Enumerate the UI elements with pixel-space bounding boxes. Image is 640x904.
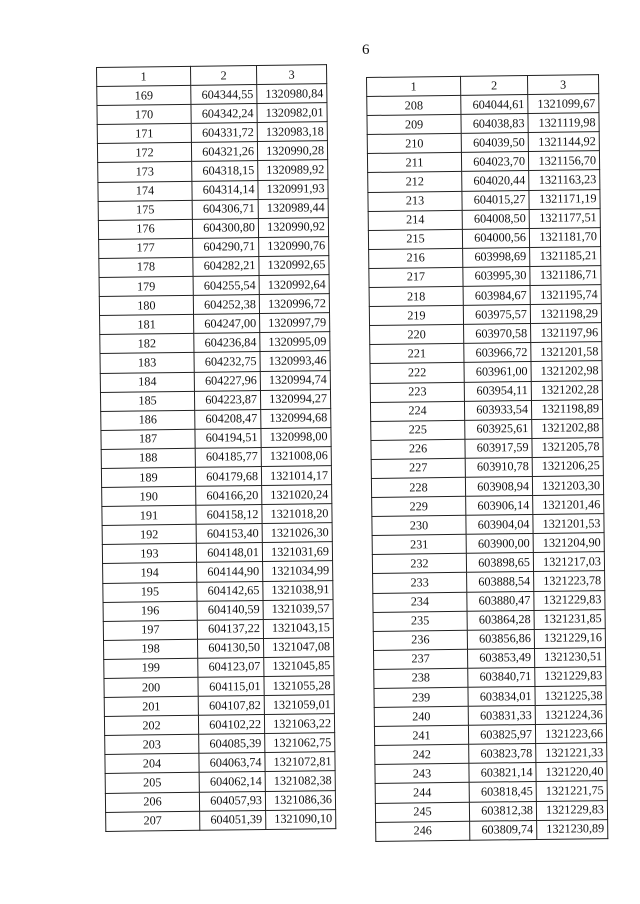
x-coordinate-cell: 603975,57 — [463, 305, 530, 325]
x-coordinate-cell: 603966,72 — [464, 343, 531, 363]
x-coordinate-cell: 603853,49 — [467, 648, 534, 668]
y-coordinate-cell: 1321031,69 — [262, 542, 332, 562]
point-number-cell: 240 — [374, 706, 468, 726]
x-coordinate-cell: 604085,39 — [199, 734, 265, 754]
point-number-cell: 199 — [104, 658, 198, 678]
y-coordinate-cell: 1320995,09 — [260, 332, 330, 352]
y-coordinate-cell: 1320993,46 — [260, 351, 330, 371]
x-coordinate-cell: 603825,97 — [468, 725, 535, 745]
column-header-number: 1 — [367, 76, 461, 96]
point-number-cell: 183 — [100, 353, 194, 373]
y-coordinate-cell: 1321018,20 — [262, 504, 332, 524]
x-coordinate-cell: 604185,77 — [195, 447, 261, 467]
point-number-cell: 201 — [104, 696, 198, 716]
x-coordinate-cell: 603908,94 — [465, 476, 532, 496]
point-number-cell: 218 — [369, 286, 463, 306]
y-coordinate-cell: 1321086,36 — [265, 790, 335, 810]
y-coordinate-cell: 1321198,89 — [531, 399, 602, 419]
y-coordinate-cell: 1321008,06 — [261, 447, 331, 467]
y-coordinate-cell: 1320996,72 — [259, 294, 329, 314]
y-coordinate-cell: 1321043,15 — [263, 618, 333, 638]
y-coordinate-cell: 1321144,92 — [528, 132, 599, 152]
point-number-cell: 239 — [374, 687, 468, 707]
x-coordinate-cell: 604255,54 — [193, 276, 259, 296]
x-coordinate-cell: 603818,45 — [469, 782, 536, 802]
point-number-cell: 222 — [370, 363, 464, 383]
y-coordinate-cell: 1320992,65 — [259, 256, 329, 276]
x-coordinate-cell: 604314,14 — [192, 180, 258, 200]
x-coordinate-cell: 604140,59 — [197, 600, 263, 620]
point-number-cell: 205 — [105, 773, 199, 793]
x-coordinate-cell: 604102,22 — [198, 715, 264, 735]
point-number-cell: 233 — [373, 573, 467, 593]
point-number-cell: 238 — [374, 668, 468, 688]
y-coordinate-cell: 1321231,85 — [534, 609, 605, 629]
x-coordinate-cell: 604020,44 — [462, 171, 529, 191]
y-coordinate-cell: 1321034,99 — [263, 561, 333, 581]
point-number-cell: 194 — [103, 563, 197, 583]
y-coordinate-cell: 1321059,01 — [264, 695, 334, 715]
x-coordinate-cell: 604194,51 — [195, 428, 261, 448]
y-coordinate-cell: 1321195,74 — [530, 285, 601, 305]
point-number-cell: 204 — [105, 754, 199, 774]
y-coordinate-cell: 1320989,92 — [258, 160, 328, 180]
x-coordinate-cell: 604144,90 — [197, 562, 263, 582]
x-coordinate-cell: 604148,01 — [196, 543, 262, 563]
x-coordinate-cell: 603998,69 — [463, 247, 530, 267]
point-number-cell: 242 — [375, 745, 469, 765]
y-coordinate-cell: 1321229,83 — [536, 800, 607, 820]
y-coordinate-cell: 1321082,38 — [265, 771, 335, 791]
y-coordinate-cell: 1321156,70 — [528, 151, 599, 171]
y-coordinate-cell: 1321055,28 — [264, 676, 334, 696]
y-coordinate-cell: 1321163,23 — [529, 170, 600, 190]
y-coordinate-cell: 1320994,74 — [260, 370, 330, 390]
x-coordinate-cell: 603910,78 — [465, 457, 532, 477]
y-coordinate-cell: 1321204,90 — [533, 533, 604, 553]
point-number-cell: 226 — [371, 439, 465, 459]
y-coordinate-cell: 1320994,27 — [260, 389, 330, 409]
point-number-cell: 246 — [376, 821, 470, 841]
x-coordinate-cell: 603904,04 — [466, 515, 533, 535]
point-number-cell: 192 — [102, 525, 196, 545]
point-number-cell: 184 — [100, 372, 194, 392]
point-number-cell: 235 — [373, 611, 467, 631]
y-coordinate-cell: 1321198,29 — [530, 304, 601, 324]
point-number-cell: 191 — [102, 505, 196, 525]
x-coordinate-cell: 604062,14 — [199, 772, 265, 792]
x-coordinate-cell: 604179,68 — [195, 466, 261, 486]
x-coordinate-cell: 604039,50 — [461, 133, 528, 153]
point-number-cell: 185 — [100, 391, 194, 411]
x-coordinate-cell: 604232,75 — [194, 352, 260, 372]
point-number-cell: 193 — [102, 544, 196, 564]
point-number-cell: 244 — [375, 783, 469, 803]
point-number-cell: 187 — [101, 429, 195, 449]
point-number-cell: 220 — [370, 325, 464, 345]
y-coordinate-cell: 1321224,36 — [535, 705, 606, 725]
point-number-cell: 189 — [101, 467, 195, 487]
x-coordinate-cell: 603984,67 — [463, 286, 530, 306]
x-coordinate-cell: 603812,38 — [469, 801, 536, 821]
point-number-cell: 229 — [372, 496, 466, 516]
y-coordinate-cell: 1321099,67 — [528, 94, 599, 114]
point-number-cell: 221 — [370, 344, 464, 364]
x-coordinate-cell: 604008,50 — [462, 209, 529, 229]
point-number-cell: 197 — [103, 620, 197, 640]
table-row — [376, 819, 608, 841]
x-coordinate-cell: 604023,70 — [461, 152, 528, 172]
x-coordinate-cell: 604247,00 — [194, 314, 260, 334]
y-coordinate-cell: 1321186,71 — [530, 266, 601, 286]
y-coordinate-cell: 1320990,92 — [258, 217, 328, 237]
point-number-cell: 232 — [372, 554, 466, 574]
x-coordinate-cell: 603970,58 — [464, 324, 531, 344]
x-coordinate-cell: 603925,61 — [465, 419, 532, 439]
y-coordinate-cell: 1321063,22 — [264, 714, 334, 734]
x-coordinate-cell: 603995,30 — [463, 266, 530, 286]
point-number-cell: 213 — [368, 191, 462, 211]
x-coordinate-cell: 604342,24 — [191, 104, 257, 124]
y-coordinate-cell: 1321020,24 — [262, 485, 332, 505]
y-coordinate-cell: 1321039,57 — [263, 599, 333, 619]
x-coordinate-cell: 604051,39 — [200, 810, 266, 830]
y-coordinate-cell: 1321197,96 — [531, 323, 602, 343]
x-coordinate-cell: 603823,78 — [469, 744, 536, 764]
table-row — [106, 809, 336, 831]
x-coordinate-cell: 603954,11 — [464, 381, 531, 401]
point-number-cell: 225 — [371, 420, 465, 440]
y-coordinate-cell: 1320990,76 — [259, 237, 329, 257]
x-coordinate-cell: 604137,22 — [197, 619, 263, 639]
point-number-cell: 237 — [374, 649, 468, 669]
point-number-cell: 179 — [99, 276, 193, 296]
y-coordinate-cell: 1320982,01 — [257, 103, 327, 123]
x-coordinate-cell: 603917,59 — [465, 438, 532, 458]
y-coordinate-cell: 1320983,18 — [257, 122, 327, 142]
y-coordinate-cell: 1321217,03 — [533, 552, 604, 572]
point-number-cell: 224 — [370, 401, 464, 421]
y-coordinate-cell: 1321202,88 — [532, 418, 603, 438]
y-coordinate-cell: 1321206,25 — [532, 457, 603, 477]
x-coordinate-cell: 604344,55 — [191, 85, 257, 105]
x-coordinate-cell: 604236,84 — [194, 333, 260, 353]
page-number: 6 — [362, 42, 370, 58]
y-coordinate-cell: 1321202,28 — [531, 380, 602, 400]
point-number-cell: 176 — [98, 219, 192, 239]
y-coordinate-cell: 1321230,89 — [537, 819, 608, 839]
y-coordinate-cell: 1321119,98 — [528, 113, 599, 133]
x-coordinate-cell: 604227,96 — [194, 371, 260, 391]
y-coordinate-cell: 1320994,68 — [261, 408, 331, 428]
point-number-cell: 231 — [372, 535, 466, 555]
column-header-x: 2 — [460, 76, 527, 96]
x-coordinate-cell: 603898,65 — [466, 553, 533, 573]
point-number-cell: 214 — [368, 210, 462, 230]
x-coordinate-cell: 604123,07 — [198, 657, 264, 677]
x-coordinate-cell: 604107,82 — [198, 696, 264, 716]
point-number-cell: 234 — [373, 592, 467, 612]
x-coordinate-cell: 604063,74 — [199, 753, 265, 773]
point-number-cell: 181 — [100, 315, 194, 335]
x-coordinate-cell: 603961,00 — [464, 362, 531, 382]
point-number-cell: 241 — [374, 725, 468, 745]
point-number-cell: 228 — [371, 477, 465, 497]
point-number-cell: 188 — [101, 448, 195, 468]
x-coordinate-cell: 604153,40 — [196, 524, 262, 544]
y-coordinate-cell: 1320989,44 — [258, 198, 328, 218]
y-coordinate-cell: 1321201,46 — [533, 495, 604, 515]
y-coordinate-cell: 1321014,17 — [261, 466, 331, 486]
column-header-y: 3 — [256, 65, 326, 85]
y-coordinate-cell: 1320992,64 — [259, 275, 329, 295]
y-coordinate-cell: 1321090,10 — [266, 809, 336, 829]
y-coordinate-cell: 1321202,98 — [531, 361, 602, 381]
point-number-cell: 170 — [97, 105, 191, 125]
y-coordinate-cell: 1321181,70 — [529, 227, 600, 247]
point-number-cell: 211 — [367, 153, 461, 173]
y-coordinate-cell: 1321038,91 — [263, 580, 333, 600]
x-coordinate-cell: 603840,71 — [468, 667, 535, 687]
x-coordinate-cell: 603831,33 — [468, 706, 535, 726]
point-number-cell: 173 — [98, 162, 192, 182]
x-coordinate-cell: 604130,50 — [197, 638, 263, 658]
point-number-cell: 208 — [367, 95, 461, 115]
point-number-cell: 227 — [371, 458, 465, 478]
x-coordinate-cell: 604290,71 — [193, 237, 259, 257]
point-number-cell: 230 — [372, 515, 466, 535]
y-coordinate-cell: 1321203,30 — [532, 476, 603, 496]
y-coordinate-cell: 1321045,85 — [264, 657, 334, 677]
point-number-cell: 172 — [97, 143, 191, 163]
x-coordinate-cell: 604223,87 — [194, 390, 260, 410]
column-header-number: 1 — [97, 66, 191, 86]
y-coordinate-cell: 1321072,81 — [265, 752, 335, 772]
x-coordinate-cell: 604044,61 — [461, 95, 528, 115]
x-coordinate-cell: 604208,47 — [195, 409, 261, 429]
point-number-cell: 174 — [98, 181, 192, 201]
y-coordinate-cell: 1321223,78 — [534, 571, 605, 591]
x-coordinate-cell: 604300,80 — [192, 218, 258, 238]
y-coordinate-cell: 1321201,53 — [533, 514, 604, 534]
point-number-cell: 195 — [103, 582, 197, 602]
point-number-cell: 178 — [99, 257, 193, 277]
point-number-cell: 219 — [369, 305, 463, 325]
point-number-cell: 209 — [367, 115, 461, 135]
point-number-cell: 198 — [104, 639, 198, 659]
point-number-cell: 203 — [105, 735, 199, 755]
point-number-cell: 177 — [99, 238, 193, 258]
point-number-cell: 210 — [367, 134, 461, 154]
x-coordinate-cell: 603864,28 — [467, 610, 534, 630]
x-coordinate-cell: 604252,38 — [193, 295, 259, 315]
y-coordinate-cell: 1321171,19 — [529, 189, 600, 209]
x-coordinate-cell: 604321,26 — [191, 142, 257, 162]
y-coordinate-cell: 1320997,79 — [260, 313, 330, 333]
point-number-cell: 243 — [375, 764, 469, 784]
point-number-cell: 180 — [99, 295, 193, 315]
x-coordinate-cell: 603834,01 — [468, 686, 535, 706]
x-coordinate-cell: 604331,72 — [191, 123, 257, 143]
point-number-cell: 202 — [104, 715, 198, 735]
x-coordinate-cell: 603933,54 — [464, 400, 531, 420]
y-coordinate-cell: 1321229,83 — [535, 667, 606, 687]
point-number-cell: 206 — [105, 792, 199, 812]
x-coordinate-cell: 604015,27 — [462, 190, 529, 210]
x-coordinate-cell: 603880,47 — [467, 591, 534, 611]
y-coordinate-cell: 1321177,51 — [529, 208, 600, 228]
point-number-cell: 215 — [368, 229, 462, 249]
point-number-cell: 182 — [100, 334, 194, 354]
y-coordinate-cell: 1321185,21 — [530, 246, 601, 266]
y-coordinate-cell: 1321026,30 — [262, 523, 332, 543]
x-coordinate-cell: 603906,14 — [466, 496, 533, 516]
x-coordinate-cell: 604158,12 — [196, 505, 262, 525]
x-coordinate-cell: 604318,15 — [192, 161, 258, 181]
point-number-cell: 245 — [375, 802, 469, 822]
x-coordinate-cell: 604142,65 — [197, 581, 263, 601]
point-number-cell: 216 — [369, 248, 463, 268]
y-coordinate-cell: 1321223,66 — [535, 724, 606, 744]
x-coordinate-cell: 604057,93 — [199, 791, 265, 811]
y-coordinate-cell: 1320998,00 — [261, 427, 331, 447]
point-number-cell: 223 — [370, 382, 464, 402]
x-coordinate-cell: 603821,14 — [469, 763, 536, 783]
y-coordinate-cell: 1321230,51 — [534, 647, 605, 667]
x-coordinate-cell: 604166,20 — [196, 486, 262, 506]
point-number-cell: 207 — [106, 811, 200, 831]
coordinates-table-left — [96, 64, 336, 832]
y-coordinate-cell: 1321205,78 — [532, 437, 603, 457]
point-number-cell: 236 — [373, 630, 467, 650]
y-coordinate-cell: 1320980,84 — [257, 84, 327, 104]
column-header-x: 2 — [190, 66, 256, 86]
x-coordinate-cell: 604306,71 — [192, 199, 258, 219]
point-number-cell: 171 — [97, 124, 191, 144]
y-coordinate-cell: 1320991,93 — [258, 179, 328, 199]
point-number-cell: 186 — [101, 410, 195, 430]
y-coordinate-cell: 1321220,40 — [536, 762, 607, 782]
x-coordinate-cell: 603888,54 — [467, 572, 534, 592]
y-coordinate-cell: 1321221,75 — [536, 781, 607, 801]
y-coordinate-cell: 1321221,33 — [536, 743, 607, 763]
y-coordinate-cell: 1320990,28 — [257, 141, 327, 161]
x-coordinate-cell: 604115,01 — [198, 676, 264, 696]
point-number-cell: 217 — [369, 267, 463, 287]
x-coordinate-cell: 603900,00 — [466, 534, 533, 554]
x-coordinate-cell: 604038,83 — [461, 114, 528, 134]
x-coordinate-cell: 603856,86 — [467, 629, 534, 649]
point-number-cell: 190 — [102, 486, 196, 506]
coordinates-table-right — [366, 74, 608, 842]
y-coordinate-cell: 1321201,58 — [531, 342, 602, 362]
point-number-cell: 212 — [368, 172, 462, 192]
y-coordinate-cell: 1321062,75 — [265, 733, 335, 753]
y-coordinate-cell: 1321229,83 — [534, 590, 605, 610]
x-coordinate-cell: 603809,74 — [470, 820, 537, 840]
y-coordinate-cell: 1321225,38 — [535, 686, 606, 706]
y-coordinate-cell: 1321229,16 — [534, 628, 605, 648]
point-number-cell: 196 — [103, 601, 197, 621]
point-number-cell: 200 — [104, 677, 198, 697]
point-number-cell: 175 — [98, 200, 192, 220]
column-header-y: 3 — [527, 75, 598, 95]
x-coordinate-cell: 604000,56 — [462, 228, 529, 248]
x-coordinate-cell: 604282,21 — [193, 256, 259, 276]
point-number-cell: 169 — [97, 85, 191, 105]
y-coordinate-cell: 1321047,08 — [263, 637, 333, 657]
